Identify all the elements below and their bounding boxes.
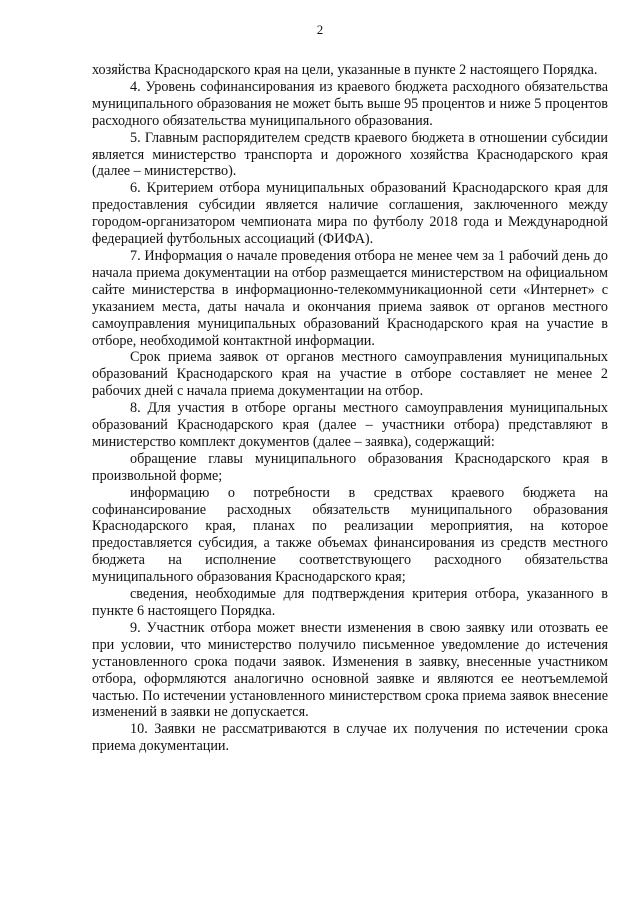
paragraph-item-8-criteria: сведения, необходимые для подтверждения критерия отбора, указанного в пункте 6 настоящего Порядка. <box>92 586 608 619</box>
paragraph-item-4: 4. Уровень софинансирования из краевого бюджета расходного обязательства муниципального образования не может быть выше 95 процентов и ниже 5 процентов расходного обязательства муниципального образования. <box>92 78 608 129</box>
paragraph-item-8-info: информацию о потребности в средствах краевого бюджета на софинансирование расходных обязательств муниципального образования Краснодарского края, планах по реализации мероприятия, на которое предоставляется субсидия, а также объемах финансирования из средств местного бюджета на исполнение соответствующего расходного обязательства муниципального образования Краснодарского края; <box>92 484 608 586</box>
paragraph-item-7: 7. Информация о начале проведения отбора не менее чем за 1 рабочий день до начала приема документации на отбор размещается министерством на официальном сайте министерства в информационно-телекоммуникационной сети «Интернет» с указанием места, даты начала и окончания приема заявок от органов местного самоуправления муниципальных образований Краснодарского края на участие в отборе, необходимой контактной информации. <box>92 247 608 349</box>
paragraph-item-7-deadline: Срок приема заявок от органов местного самоуправления муниципальных образований Краснодарского края на участие в отборе составляет не менее 2 рабочих дней с начала приема документации на отбор. <box>92 349 608 400</box>
paragraph-item-5: 5. Главным распорядителем средств краевого бюджета в отношении субсидии является министерство транспорта и дорожного хозяйства Краснодарского края (далее – министерство). <box>92 129 608 180</box>
paragraph-1-continuation: хозяйства Краснодарского края на цели, указанные в пункте 2 настоящего Порядка. <box>92 62 598 78</box>
paragraph-item-8-appeal: обращение главы муниципального образования Краснодарского края в произвольной форме; <box>92 450 608 484</box>
paragraph-item-9: 9. Участник отбора может внести изменения в свою заявку или отозвать ее при условии, что министерство получило письменное уведомление до истечения установленного срока подачи заявок. Изменения в заявку, внесенные участником отбора, оформляются аналогично основной заявке и являются ее неотъемлемой частью. По истечении установленного министерством срока приема заявок внесение изменений в заявки не допускается. <box>92 619 608 721</box>
paragraph-item-8: 8. Для участия в отборе органы местного самоуправления муниципальных образований Краснодарского края (далее – участники отбора) представляют в министерство комплект документов (далее – заявка), содержащий: <box>92 400 608 450</box>
paragraph-item-10: 10. Заявки не рассматриваются в случае их получения по истечении срока приема документации. <box>92 721 608 755</box>
page-number: 2 <box>316 22 324 37</box>
paragraph-item-6: 6. Критерием отбора муниципальных образований Краснодарского края для предоставления субсидии является наличие соглашения, заключенного между городом-организатором чемпионата мира по футболу 2018 года и Международной федерацией футбольных ассоциаций (ФИФА). <box>92 180 608 248</box>
